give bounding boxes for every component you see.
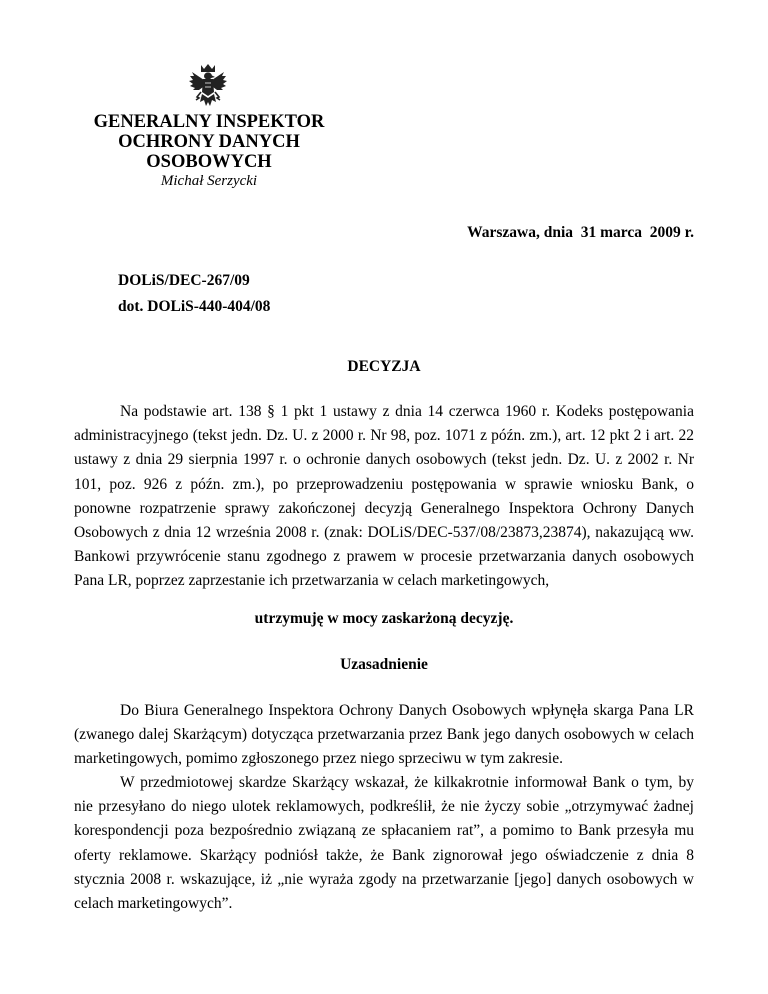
polish-eagle-emblem-icon — [188, 62, 228, 110]
issuer-signatory: Michał Serzycki — [160, 173, 258, 189]
paragraph-complaint: Do Biura Generalnego Inspektora Ochrony Danych Osobowych wpłynęła skarga Pana LR (zwanego dalej Skarżącym) dotycząca przetwarzania przez Bank jego danych osobowych w celach marketingowych, pomimo zgłoszonego przez niego sprzeciwu w tym zakresie. — [74, 702, 694, 768]
reference-number-related: dot. DOLiS-440-404/08 — [118, 298, 271, 315]
decision-title: DECYZJA — [347, 358, 421, 375]
issuer-title-line1: GENERALNY INSPEKTOR — [93, 112, 325, 132]
issuer-title-line2: OCHRONY DANYCH — [118, 132, 300, 152]
paragraph-legal-basis: Na podstawie art. 138 § 1 pkt 1 ustawy z dnia 14 czerwca 1960 r. Kodeks postępowania administracyjnego (tekst jedn. Dz. U. z 2000 r. Nr 98, poz. 1071 z późn. zm.), art. 12 pkt 2 i art. 22 ustawy z dnia 29 sierpnia 1997 r. o ochronie danych osobowych (tekst jedn. Dz. U. z 2002 r. Nr 101, poz. 926 z późn. zm.), po przeprowadzeniu postępowania w sprawie wniosku Bank, o ponowne rozpatrzenie sprawy zakończonej decyzją Generalnego Inspektora Ochrony Danych Osobowych z dnia 12 września 2008 r. (znak: DOLiS/DEC-537/08/23873,23874), nakazującą ww. Bankowi przywrócenie stanu zgodnego z prawem w procesie przetwarzania danych osobowych Pana LR, poprzez zaprzestanie ich przetwarzania w celach marketingowych, — [74, 403, 694, 590]
reference-number: DOLiS/DEC-267/09 — [118, 272, 250, 289]
reference-numbers — [118, 268, 270, 320]
issuer-header — [82, 112, 336, 190]
paragraph-complaint-details: W przedmiotowej skardze Skarżący wskazał, że kilkakrotnie informował Bank o tym, by nie przesyłano do niego ulotek reklamowych, podkreślił, że nie życzy sobie „otrzymywać żadnej korespondencji poza bezpośrednio związaną ze spłacaniem rat”, a pomimo to Bank przesyła mu oferty reklamowe. Skarżący podniósł także, że Bank zignorował jego oświadczenie z dnia 8 stycznia 2008 r. wskazujące, iż „nie wyraża zgody na przetwarzanie [jego] danych osobowych w celach marketingowych”. — [74, 774, 694, 913]
date-line: Warszawa, dnia 31 marca 2009 r. — [467, 224, 694, 241]
justification-title: Uzasadnienie — [340, 656, 428, 673]
issuer-title-line3: OSOBOWYCH — [146, 152, 272, 172]
ruling-statement: utrzymuję w mocy zaskarżoną decyzję. — [254, 610, 514, 627]
